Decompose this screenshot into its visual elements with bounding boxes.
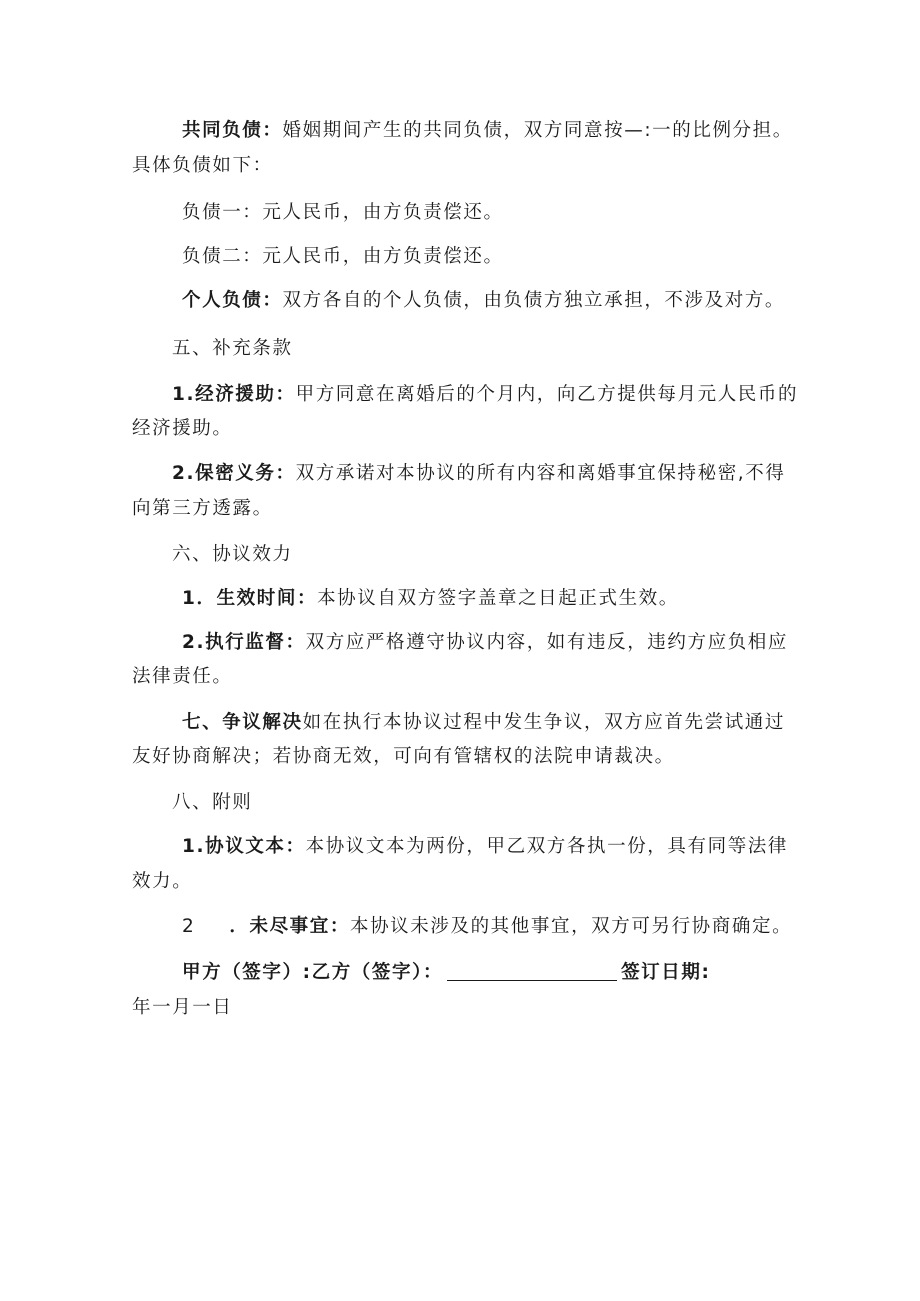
party-b-signature-label: 乙方（签字）： <box>311 962 444 983</box>
signature-line[interactable] <box>447 960 617 981</box>
other-matters-heading: ．未尽事宜： <box>229 916 350 937</box>
dispute-line2: 友好协商解决；若协商无效，可向有管辖权的法院申请裁决。 <box>132 746 675 767</box>
section-7-paragraph <box>132 704 842 741</box>
supervision-line1: 双方应严格遵守协议内容，如有违反，违约方应负相应 <box>305 632 789 653</box>
joint-debt-heading: 共同负债： <box>182 120 283 141</box>
personal-debt-text: 双方各自的个人负债，由负债方独立承担，不涉及对方。 <box>282 290 786 311</box>
signature-block <box>132 954 842 991</box>
confidentiality-line1: 双方承诺对本协议的所有内容和离婚事宜保持秘密,不得 <box>295 463 786 484</box>
section-8-title: 八、附则 <box>172 792 253 813</box>
section-6-clause-2 <box>132 624 842 661</box>
confidentiality-line2: 向第三方透露。 <box>132 498 273 519</box>
dispute-line1: 如在执行本协议过程中发生争议，双方应首先尝试通过 <box>302 712 786 733</box>
personal-debt-paragraph <box>132 282 842 319</box>
joint-debt-line1: 婚姻期间产生的共同负债，双方同意按—:一的比例分担。 <box>282 120 793 141</box>
debt-item-2: 负债二：元人民币，由方负责偿还。 <box>182 246 504 267</box>
section-6-clause-1 <box>132 580 842 617</box>
other-matters-number: 2 <box>182 916 196 937</box>
effective-time-heading: 1．生效时间： <box>182 588 318 609</box>
other-matters-text: 本协议未涉及的其他事宜，双方可另行协商确定。 <box>349 916 793 937</box>
debt-item-1: 负债一：元人民币，由方负责偿还。 <box>182 202 504 223</box>
personal-debt-heading: 个人负债： <box>182 290 283 311</box>
section-5-title: 五、补充条款 <box>172 338 293 359</box>
economic-aid-line2: 经济援助。 <box>132 418 233 439</box>
economic-aid-heading: 1.经济援助： <box>172 384 296 405</box>
section-5-clause-2 <box>132 455 832 492</box>
section-8-clause-1 <box>132 828 842 865</box>
agreement-text-line1: 本协议文本为两份，甲乙双方各执一份，具有同等法律 <box>305 836 789 857</box>
party-a-signature-label: 甲方（签字）: <box>182 962 312 983</box>
section-6-title: 六、协议效力 <box>172 544 293 565</box>
joint-debt-paragraph <box>132 112 842 149</box>
confidentiality-heading: 2.保密义务： <box>172 463 296 484</box>
agreement-text-heading: 1.协议文本： <box>182 836 306 857</box>
signing-date-value: 年一月一日 <box>132 997 233 1018</box>
section-8-clause-2 <box>132 908 842 945</box>
supervision-heading: 2.执行监督： <box>182 632 306 653</box>
dispute-heading: 七、争议解决 <box>182 712 303 733</box>
section-5-clause-1 <box>132 376 832 413</box>
agreement-text-line2: 效力。 <box>132 871 193 892</box>
supervision-line2: 法律责任。 <box>132 666 233 687</box>
joint-debt-line2: 具体负债如下： <box>132 155 273 176</box>
economic-aid-line1: 甲方同意在离婚后的个月内，向乙方提供每月元人民币的 <box>295 384 799 405</box>
signing-date-label: 签订日期: <box>621 962 711 983</box>
effective-time-text: 本协议自双方签字盖章之日起正式生效。 <box>317 588 679 609</box>
